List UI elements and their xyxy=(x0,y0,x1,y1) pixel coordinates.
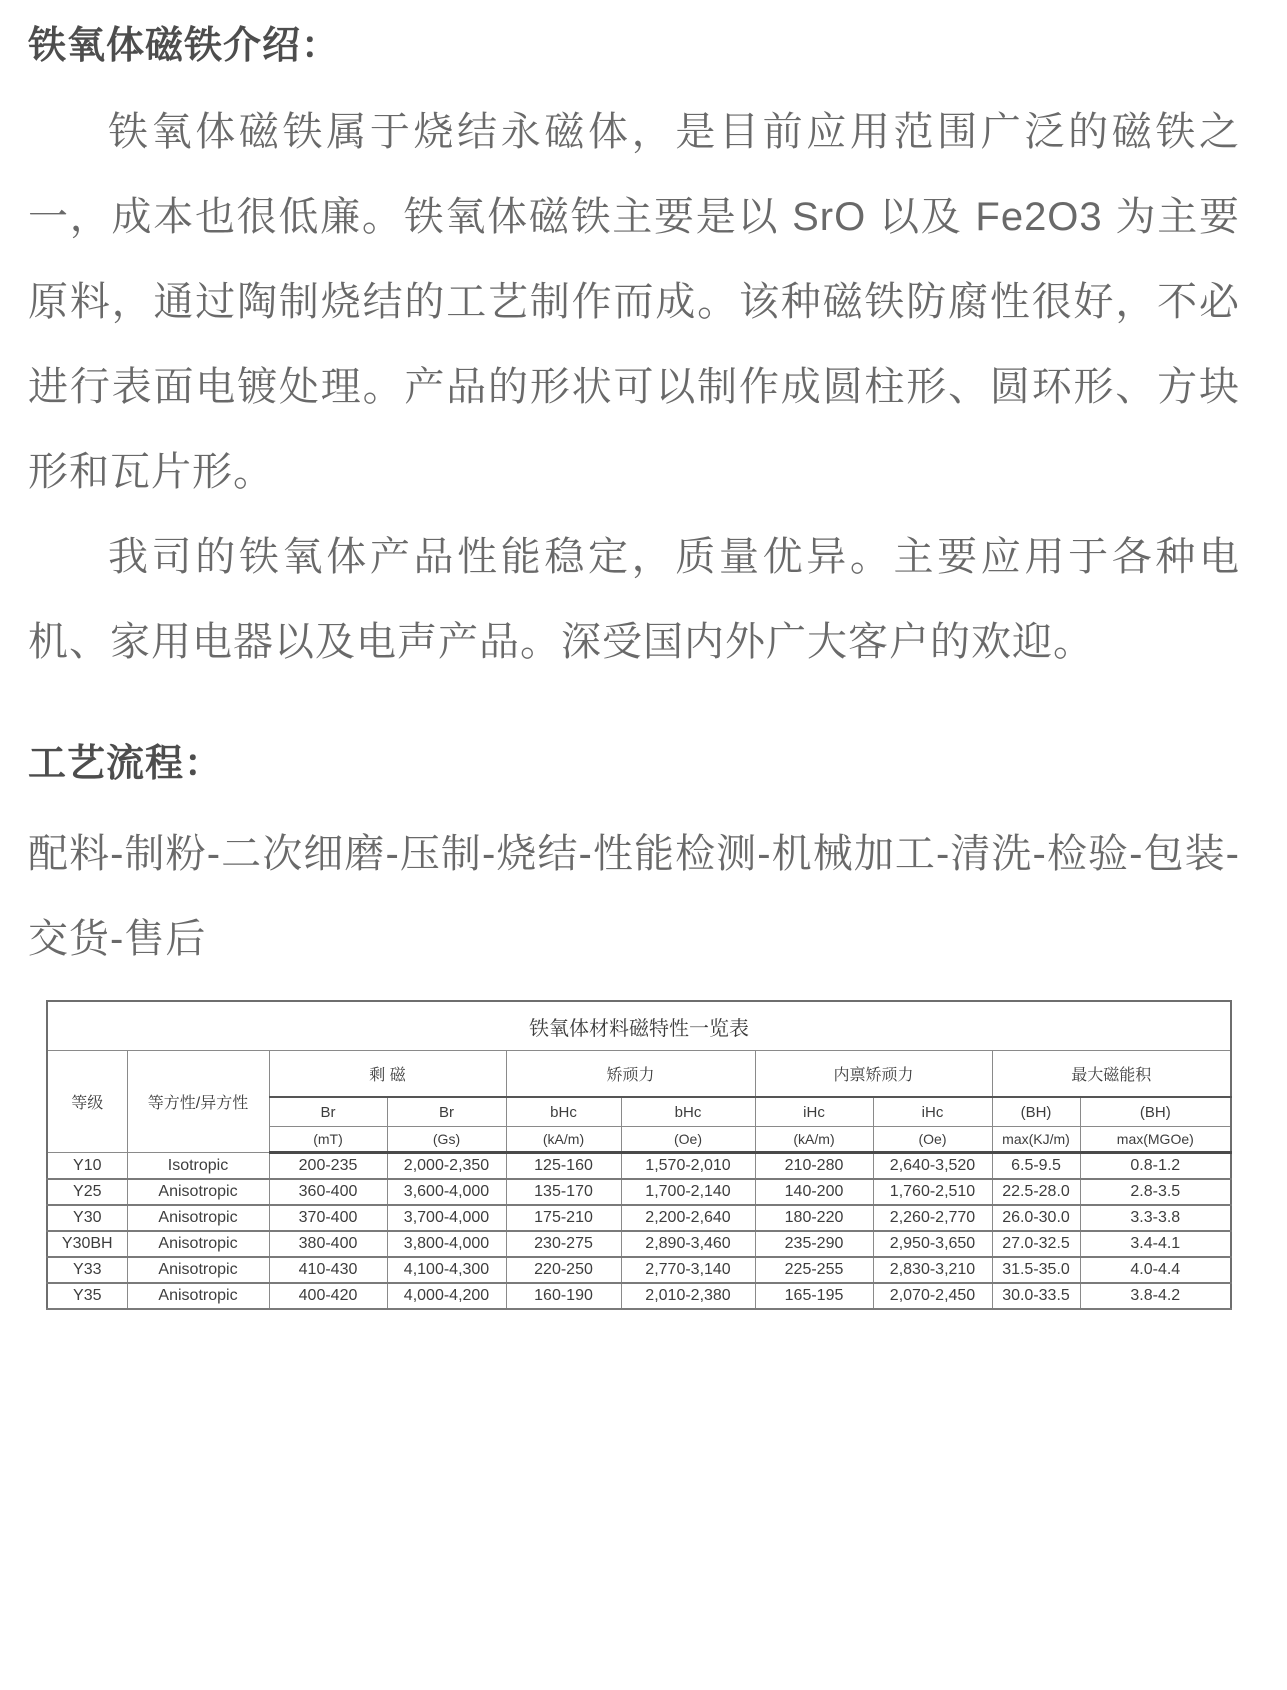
table-cell: 165-195 xyxy=(755,1283,873,1309)
table-row xyxy=(47,1283,1231,1309)
table-cell: 2,070-2,450 xyxy=(873,1283,992,1309)
group-header-coercivity: 矫顽力 xyxy=(506,1051,755,1098)
table-cell: 200-235 xyxy=(269,1153,387,1180)
table-cell: 0.8-1.2 xyxy=(1080,1153,1231,1180)
table-row xyxy=(47,1179,1231,1205)
table-row xyxy=(47,1153,1231,1180)
table-cell: 30.0-33.5 xyxy=(992,1283,1080,1309)
sub-header-br-gs: Br xyxy=(387,1097,506,1127)
unit-mt: (mT) xyxy=(269,1127,387,1153)
table-cell: 3,600-4,000 xyxy=(387,1179,506,1205)
sub-header-br-mt: Br xyxy=(269,1097,387,1127)
unit-kam-2: (kA/m) xyxy=(755,1127,873,1153)
table-cell: 3.4-4.1 xyxy=(1080,1231,1231,1257)
table-group-header-row xyxy=(47,1051,1231,1098)
table-cell: 4,000-4,200 xyxy=(387,1283,506,1309)
table-cell: Anisotropic xyxy=(127,1231,269,1257)
table-cell: 2,950-3,650 xyxy=(873,1231,992,1257)
unit-max-mgoe: max(MGOe) xyxy=(1080,1127,1231,1153)
table-row xyxy=(47,1257,1231,1283)
table-row xyxy=(47,1205,1231,1231)
unit-oe-2: (Oe) xyxy=(873,1127,992,1153)
table-cell: 2,640-3,520 xyxy=(873,1153,992,1180)
unit-max-kjm: max(KJ/m) xyxy=(992,1127,1080,1153)
table-cell: 2,260-2,770 xyxy=(873,1205,992,1231)
table-cell: 1,570-2,010 xyxy=(621,1153,755,1180)
sub-header-bhc-kam: bHc xyxy=(506,1097,621,1127)
unit-gs: (Gs) xyxy=(387,1127,506,1153)
table-cell: Isotropic xyxy=(127,1153,269,1180)
table-cell: 27.0-32.5 xyxy=(992,1231,1080,1257)
table-cell: Anisotropic xyxy=(127,1257,269,1283)
sub-header-bh-kjm: (BH) xyxy=(992,1097,1080,1127)
table-row xyxy=(47,1231,1231,1257)
table-cell: 370-400 xyxy=(269,1205,387,1231)
table-cell: 4.0-4.4 xyxy=(1080,1257,1231,1283)
table-cell: 1,700-2,140 xyxy=(621,1179,755,1205)
table-cell: 400-420 xyxy=(269,1283,387,1309)
table-cell: 26.0-30.0 xyxy=(992,1205,1080,1231)
process-flow-text: 配料-制粉-二次细磨-压制-烧结-性能检测-机械加工-清洗-检验-包装-交货-售后 xyxy=(28,832,1240,961)
table-cell: 31.5-35.0 xyxy=(992,1257,1080,1283)
sub-header-ihc-oe: iHc xyxy=(873,1097,992,1127)
table-title-row xyxy=(47,1001,1231,1051)
table-cell: 2,010-2,380 xyxy=(621,1283,755,1309)
table-cell: Y35 xyxy=(47,1283,127,1309)
intro-paragraph-2: 我司的铁氧体产品性能稳定，质量优异。主要应用于各种电机、家用电器以及电声产品。深受国内外广大客户的欢迎。 xyxy=(28,535,1240,664)
unit-oe-1: (Oe) xyxy=(621,1127,755,1153)
table-cell: Y33 xyxy=(47,1257,127,1283)
table-cell: 125-160 xyxy=(506,1153,621,1180)
table-body xyxy=(47,1153,1231,1310)
table-cell: Y30BH xyxy=(47,1231,127,1257)
table-cell: 360-400 xyxy=(269,1179,387,1205)
table-cell: 2,770-3,140 xyxy=(621,1257,755,1283)
table-cell: Y25 xyxy=(47,1179,127,1205)
table-cell: 22.5-28.0 xyxy=(992,1179,1080,1205)
table-cell: Anisotropic xyxy=(127,1283,269,1309)
table-cell: 225-255 xyxy=(755,1257,873,1283)
table-cell: 2.8-3.5 xyxy=(1080,1179,1231,1205)
table-cell: 3.3-3.8 xyxy=(1080,1205,1231,1231)
unit-kam-1: (kA/m) xyxy=(506,1127,621,1153)
magnetic-properties-table xyxy=(46,1000,1232,1310)
table-cell: 180-220 xyxy=(755,1205,873,1231)
intro-paragraph-1: 铁氧体磁铁属于烧结永磁体，是目前应用范围广泛的磁铁之一，成本也很低廉。铁氧体磁铁主要是以 SrO 以及 Fe2O3 为主要原料，通过陶制烧结的工艺制作而成。该种磁铁防腐性很好，不必进行表面电镀处理。产品的形状可以制作成圆柱形、圆环形、方块形和瓦片形。 xyxy=(28,110,1240,494)
table-cell: 230-275 xyxy=(506,1231,621,1257)
table-cell: 2,830-3,210 xyxy=(873,1257,992,1283)
table-cell: 2,000-2,350 xyxy=(387,1153,506,1180)
group-header-intrinsic-coercivity: 内禀矫顽力 xyxy=(755,1051,992,1098)
table-cell: 135-170 xyxy=(506,1179,621,1205)
group-header-max-energy-product: 最大磁能积 xyxy=(992,1051,1231,1098)
table-cell: 140-200 xyxy=(755,1179,873,1205)
intro-heading: 铁氧体磁铁介绍： xyxy=(28,25,341,67)
table-cell: 235-290 xyxy=(755,1231,873,1257)
table-cell: 1,760-2,510 xyxy=(873,1179,992,1205)
table-cell: 160-190 xyxy=(506,1283,621,1309)
table-cell: 380-400 xyxy=(269,1231,387,1257)
group-header-remanence: 剩 磁 xyxy=(269,1051,506,1098)
table-cell: 210-280 xyxy=(755,1153,873,1180)
table-cell: 3,700-4,000 xyxy=(387,1205,506,1231)
process-heading: 工艺流程： xyxy=(28,743,224,785)
table-cell: 410-430 xyxy=(269,1257,387,1283)
table-title: 铁氧体材料磁特性一览表 xyxy=(47,1001,1231,1051)
table-cell: 3,800-4,000 xyxy=(387,1231,506,1257)
table-cell: 3.8-4.2 xyxy=(1080,1283,1231,1309)
table-cell: Y10 xyxy=(47,1153,127,1180)
table-cell: Y30 xyxy=(47,1205,127,1231)
table-cell: 6.5-9.5 xyxy=(992,1153,1080,1180)
sub-header-bhc-oe: bHc xyxy=(621,1097,755,1127)
table-cell: Anisotropic xyxy=(127,1179,269,1205)
col-header-isotropy: 等方性/异方性 xyxy=(127,1051,269,1153)
table-cell: 2,200-2,640 xyxy=(621,1205,755,1231)
table-cell: 2,890-3,460 xyxy=(621,1231,755,1257)
sub-header-bh-mgoe: (BH) xyxy=(1080,1097,1231,1127)
table-cell: 220-250 xyxy=(506,1257,621,1283)
sub-header-ihc-kam: iHc xyxy=(755,1097,873,1127)
table-cell: Anisotropic xyxy=(127,1205,269,1231)
table-cell: 4,100-4,300 xyxy=(387,1257,506,1283)
table-cell: 175-210 xyxy=(506,1205,621,1231)
col-header-grade: 等级 xyxy=(47,1051,127,1153)
